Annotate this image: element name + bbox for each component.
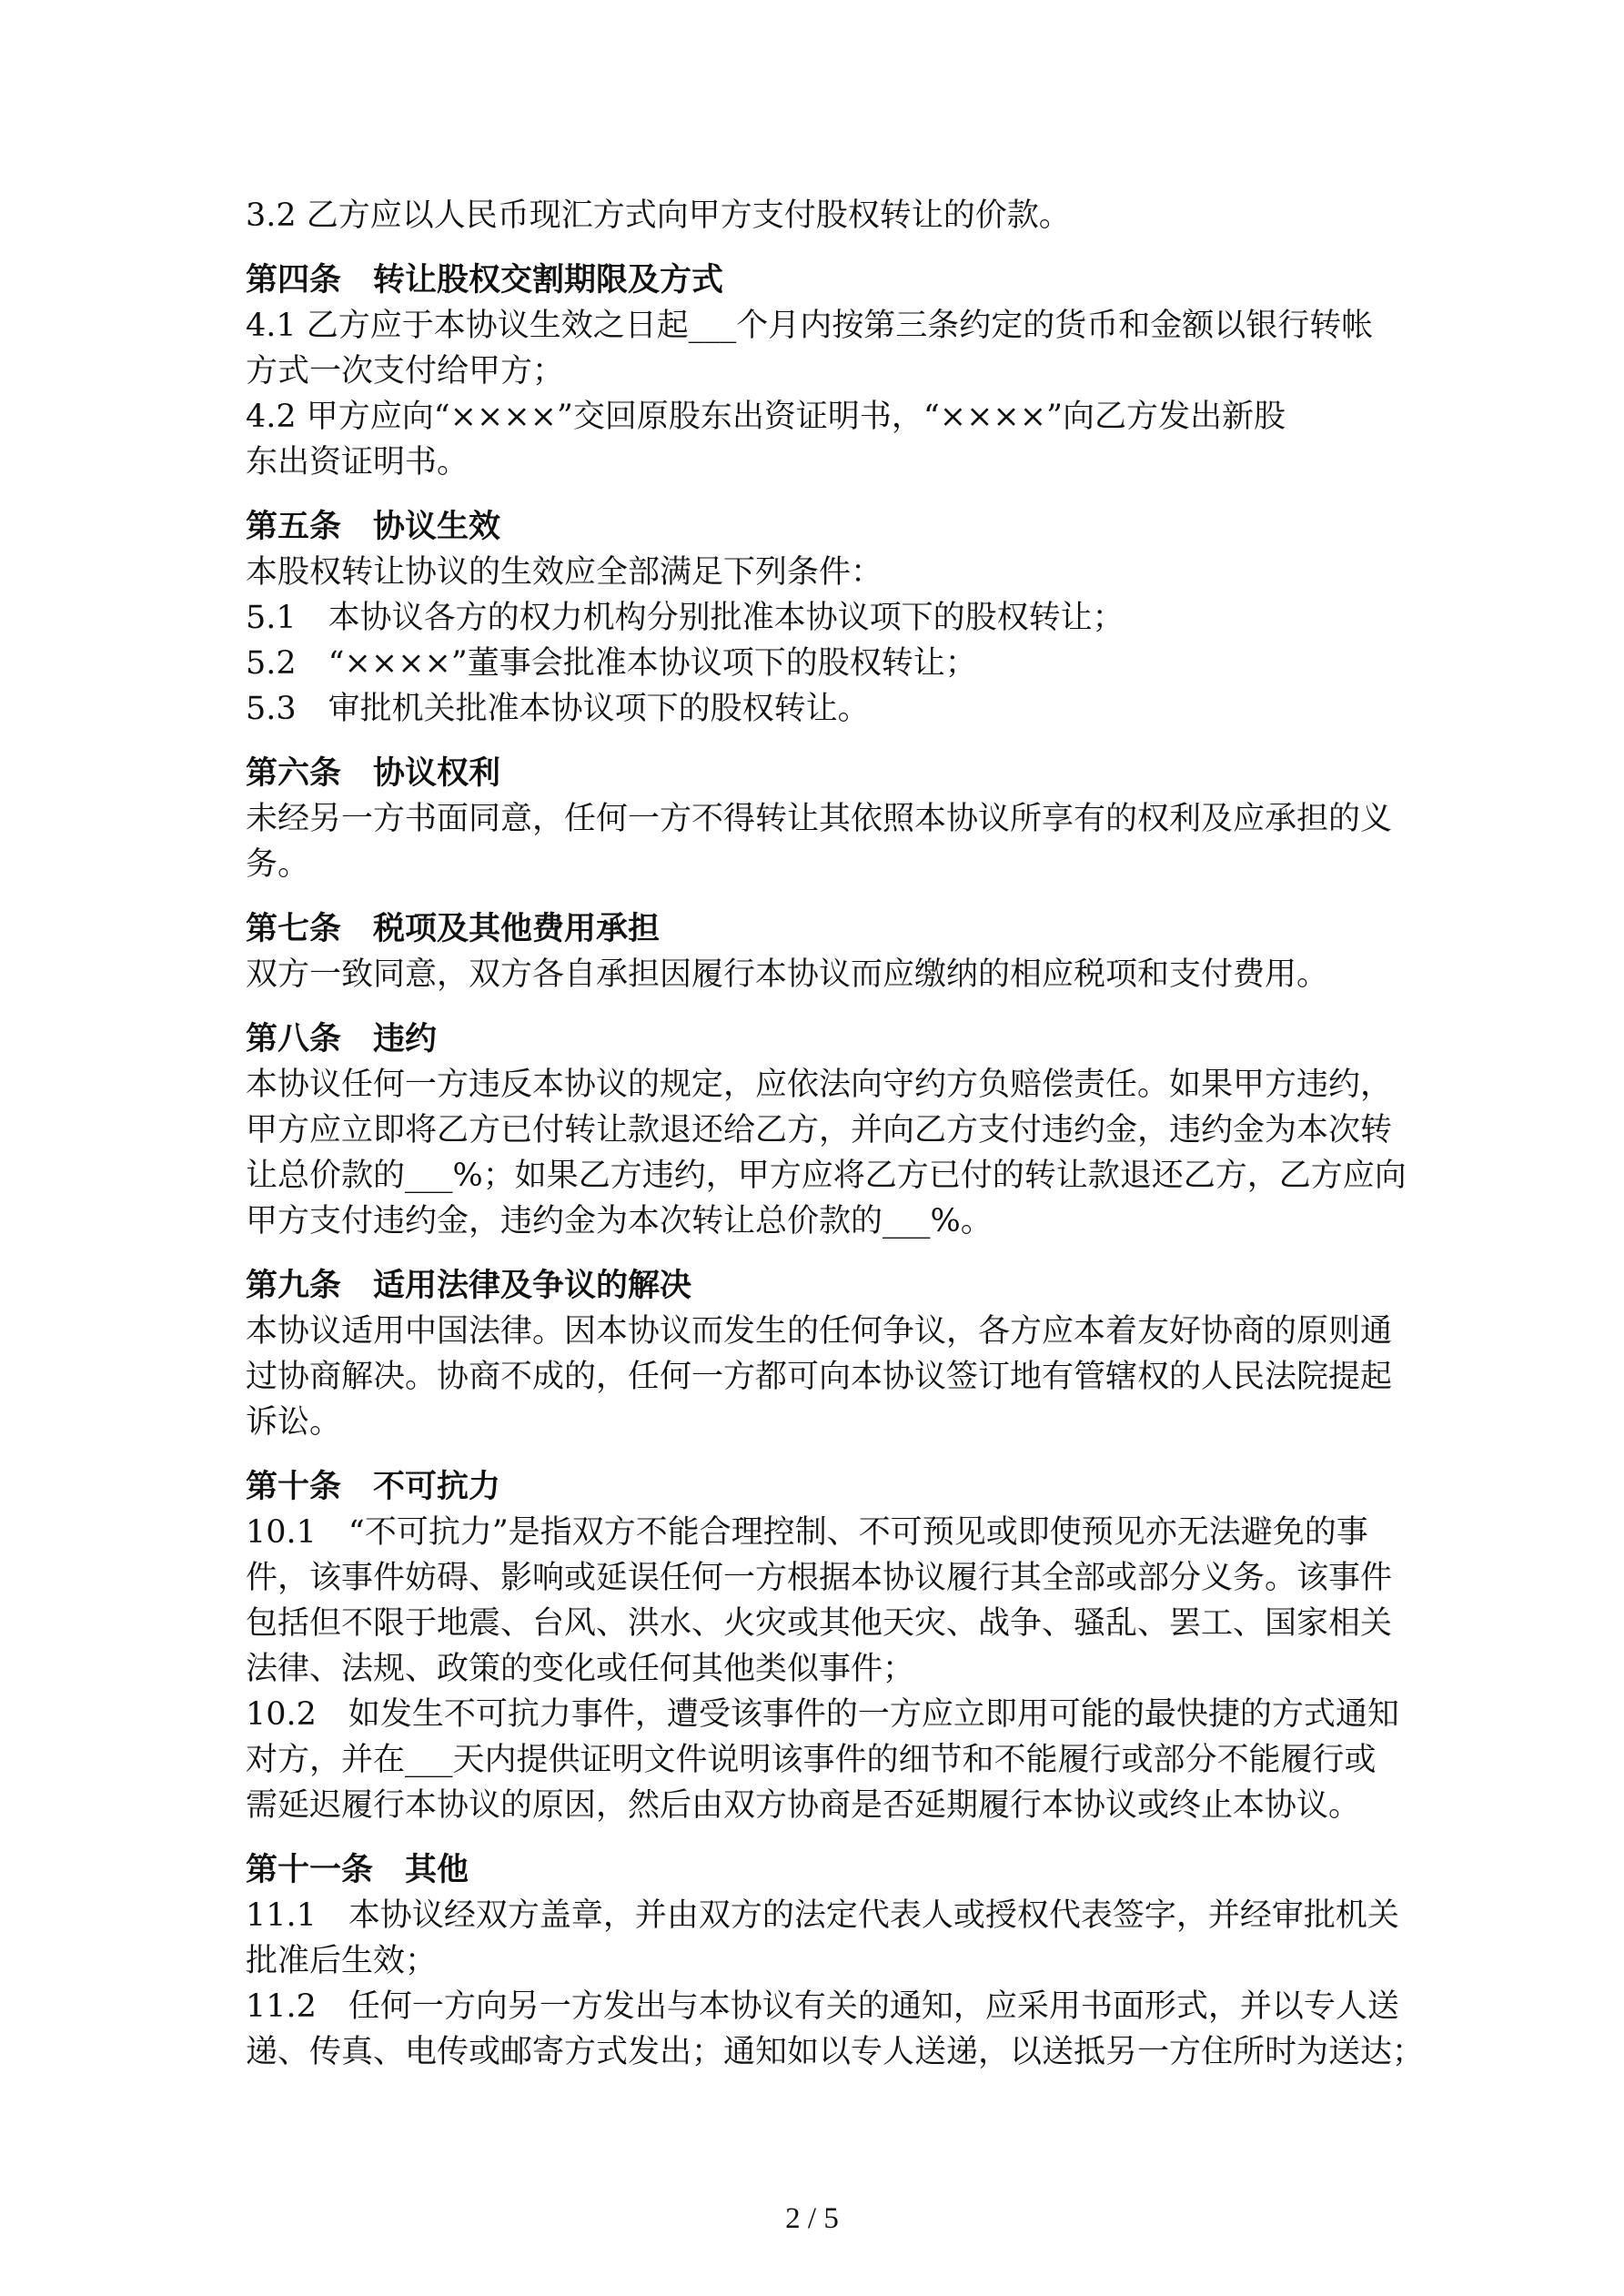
clause-section — [246, 193, 1419, 238]
clause-text-line: 递、传真、电传或邮寄方式发出；通知如以专人送递，以送抵另一方住所时为送达； — [246, 2034, 1425, 2070]
clause-text-line: 本协议任何一方违反本协议的规定，应依法向守约方负赔偿责任。如果甲方违约， — [246, 1067, 1393, 1103]
clause-heading: 第七条 税项及其他费用承担 — [246, 911, 661, 947]
clause-text-line: 双方一致同意，双方各自承担因履行本协议而应缴纳的相应税项和支付费用。 — [246, 956, 1329, 993]
clause-text-line: 本协议适用中国法律。因本协议而发生的任何争议，各方应本着友好协商的原则通 — [246, 1313, 1393, 1350]
clause-heading: 第四条 转让股权交割期限及方式 — [246, 262, 724, 298]
clause-text-line: 11.2 任何一方向另一方发出与本协议有关的通知，应采用书面形式，并以专人送 — [246, 1988, 1399, 2025]
clause-text-line: 务。 — [246, 846, 310, 883]
clause-text-line: 件，该事件妨碍、影响或延误任何一方根据本协议履行其全部或部分义务。该事件 — [246, 1560, 1393, 1596]
clause-text-line: 5.2 “××××”董事会批准本协议项下的股权转让； — [246, 645, 977, 682]
clause-text-line: 5.3 审批机关批准本协议项下的股权转让。 — [246, 691, 870, 727]
clause-heading: 第六条 协议权利 — [246, 755, 501, 792]
clause-text-line: 11.1 本协议经双方盖章，并由双方的法定代表人或授权代表签字，并经审批机关 — [246, 1897, 1399, 1934]
clause-text-line: 4.2 甲方应向“××××”交回原股东出资证明书，“××××”向乙方发出新股 — [246, 399, 1286, 435]
clause-heading: 第十一条 其他 — [246, 1852, 469, 1888]
clause-section — [246, 1263, 1419, 1445]
clause-text-line: 诉讼。 — [246, 1404, 342, 1441]
clause-text-line: 让总价款的___%；如果乙方违约，甲方应将乙方已付的转让款退还乙方，乙方应向 — [246, 1158, 1407, 1194]
clause-text-line: 10.2 如发生不可抗力事件，遭受该事件的一方应立即用可能的最快捷的方式通知 — [246, 1696, 1399, 1733]
clause-text-line: 甲方应立即将乙方已付转让款退还给乙方，并向乙方支付违约金，违约金为本次转 — [246, 1112, 1393, 1148]
clause-text-line: 10.1 “不可抗力”是指双方不能合理控制、不可预见或即使预见亦无法避免的事 — [246, 1514, 1368, 1551]
clause-section — [246, 258, 1419, 485]
clause-text-line: 对方，并在___天内提供证明文件说明该事件的细节和不能履行或部分不能履行或 — [246, 1742, 1377, 1778]
clause-section — [246, 1847, 1425, 2075]
clause-section — [246, 751, 1419, 887]
clause-text-line: 需延迟履行本协议的原因，然后由双方协商是否延期履行本协议或终止本协议。 — [246, 1787, 1361, 1824]
clause-text-line: 甲方支付违约金，违约金为本次转让总价款的___%。 — [246, 1203, 993, 1239]
page-number: 2 / 5 — [785, 2202, 839, 2235]
clause-text-line: 过协商解决。协商不成的，任何一方都可向本协议签订地有管辖权的人民法院提起 — [246, 1359, 1393, 1395]
clause-text-line: 3.2 乙方应以人民币现汇方式向甲方支付股权转让的价款。 — [246, 197, 1071, 234]
clause-section — [246, 504, 1419, 732]
clause-heading: 第八条 违约 — [246, 1021, 438, 1057]
clause-text-line: 批准后生效； — [246, 1943, 438, 1979]
document-body — [246, 193, 1425, 2075]
clause-text-line: 未经另一方书面同意，任何一方不得转让其依照本协议所享有的权利及应承担的义 — [246, 801, 1393, 837]
clause-section — [246, 1464, 1419, 1828]
clause-text-line: 本股权转让协议的生效应全部满足下列条件： — [246, 554, 883, 591]
clause-heading: 第九条 适用法律及争议的解决 — [246, 1268, 692, 1304]
clause-heading: 第五条 协议生效 — [246, 509, 501, 545]
clause-heading: 第十条 不可抗力 — [246, 1469, 501, 1505]
clause-text-line: 包括但不限于地震、台风、洪水、火灾或其他天灾、战争、骚乱、罢工、国家相关 — [246, 1605, 1393, 1642]
clause-text-line: 5.1 本协议各方的权力机构分别批准本协议项下的股权转让； — [246, 600, 1125, 636]
clause-text-line: 法律、法规、政策的变化或任何其他类似事件； — [246, 1651, 915, 1687]
clause-text-line: 东出资证明书。 — [246, 444, 469, 480]
clause-text-line: 方式一次支付给甲方； — [246, 353, 565, 389]
clause-text-line: 4.1 乙方应于本协议生效之日起___个月内按第三条约定的货币和金额以银行转帐 — [246, 308, 1374, 344]
clause-section — [246, 1017, 1419, 1244]
clause-section — [246, 906, 1419, 997]
